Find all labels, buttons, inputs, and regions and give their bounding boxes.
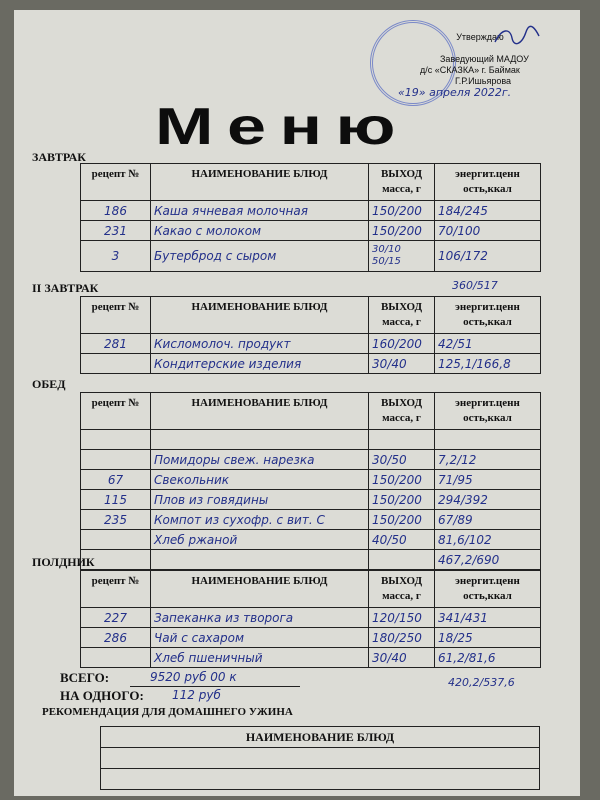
header-recipe: рецепт № [81,164,151,201]
table-row [101,769,540,790]
energy-total: 420,2/537,6 [448,676,515,689]
recommendation-label: РЕКОМЕНДАЦИЯ ДЛЯ ДОМАШНЕГО УЖИНА [42,706,293,718]
table-row: 281 Кисломолоч. продукт 160/200 42/51 [81,334,541,354]
header-output: ВЫХОД масса, г [369,164,435,201]
breakfast-total: 360/517 [452,279,498,292]
table-row: Помидоры свеж. нарезка 30/50 7,2/12 [81,450,541,470]
header-energy: энергит.ценн ость,ккал [435,164,541,201]
approval-line1: Утверждаю [456,32,504,42]
lunch-table: рецепт № НАИМЕНОВАНИЕ БЛЮД ВЫХОД масса, г энергит.ценн ость,ккал Помидоры свеж. нарезка 30/50 7,2/12 67 Свекольник 150/200 71/95 115 Плов из говядины 150/200 294/392 235 Компот из сухофр. с вит. С 150/200 67/89 Хлеб ржаной 40/50 81,6/102 467,2/690 [80,392,541,570]
signature-icon [492,24,542,48]
table-row: 235 Компот из сухофр. с вит. С 150/200 67/89 [81,510,541,530]
table-row: 467,2/690 [81,550,541,570]
table-row: 67 Свекольник 150/200 71/95 [81,470,541,490]
second-breakfast-table: рецепт № НАИМЕНОВАНИЕ БЛЮД ВЫХОД масса, г энергит.ценн ость,ккал 281 Кисломолоч. продукт 160/200 42/51 Кондитерские изделия 30/40 125,1/166,8 [80,296,541,374]
dinner-table [100,726,540,790]
approval-date: «19» апреля 2022г. [398,86,512,99]
per-one-value: 112 руб [172,688,221,702]
table-row: 231 Какао с молоком 150/200 70/100 [81,221,541,241]
table-row: 227 Запеканка из творога 120/150 341/431 [81,608,541,628]
table-row: 3 Бутерброд с сыром 30/10 50/15 106/172 [81,241,541,272]
header-dish: НАИМЕНОВАНИЕ БЛЮД [151,164,369,201]
table-row: Кондитерские изделия 30/40 125,1/166,8 [81,354,541,374]
total-underline [130,686,300,687]
per-one-label: НА ОДНОГО: [60,688,144,703]
table-row: Хлеб ржаной 40/50 81,6/102 [81,530,541,550]
dinner-header: НАИМЕНОВАНИЕ БЛЮД [101,727,540,748]
table-row: 186 Каша ячневая молочная 150/200 184/245 [81,201,541,221]
table-row: 286 Чай с сахаром 180/250 18/25 [81,628,541,648]
breakfast-table [80,163,541,272]
table-row [81,430,541,450]
section-title: ОБЕД [32,377,66,391]
table-row: 115 Плов из говядины 150/200 294/392 [81,490,541,510]
section-title: ПОЛДНИК [32,555,95,569]
total-value: 9520 руб 00 к [150,670,237,684]
page-title: Меню [155,98,409,156]
table-row [101,748,540,769]
section-title: II ЗАВТРАК [32,281,99,295]
approval-line2: Заведующий МАДОУ [440,54,529,64]
total-label: ВСЕГО: [60,670,110,685]
snack-table: рецепт № НАИМЕНОВАНИЕ БЛЮД ВЫХОД масса, г энергит.ценн ость,ккал 227 Запеканка из творога 120/150 341/431 286 Чай с сахаром 180/250 18/25 Хлеб пшеничный 30/40 61,2/81,6 [80,570,541,668]
table-row: Хлеб пшеничный 30/40 61,2/81,6 [81,648,541,668]
approval-line4: Г.Р.Ишьярова [455,76,512,86]
approval-line3: д/с «СКАЗКА» г. Баймак [420,65,520,75]
section-title: ЗАВТРАК [32,150,87,164]
